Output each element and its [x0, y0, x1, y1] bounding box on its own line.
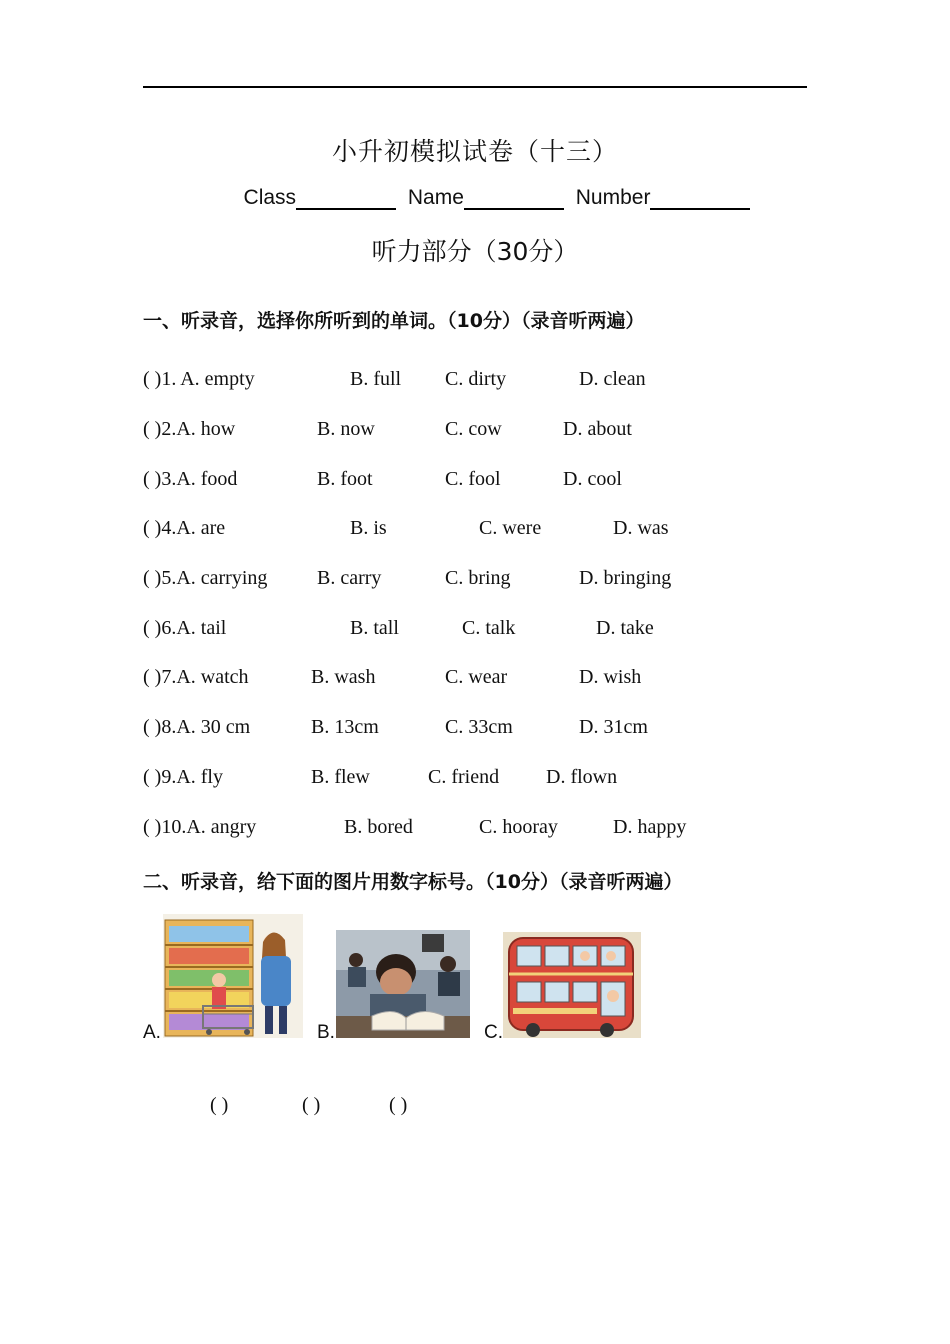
option-c: C. talk: [462, 617, 516, 639]
question-number-option-a: ( )2.A. how: [143, 418, 236, 440]
question-number-option-a: ( )6.A. tail: [143, 617, 227, 639]
option-c: C. fool: [445, 468, 501, 490]
number-label: Number: [575, 186, 651, 209]
number-blank[interactable]: [650, 188, 750, 210]
picture-b-label: B.: [317, 1022, 335, 1043]
option-c: C. dirty: [445, 368, 507, 390]
shopping-supermarket-picture: [163, 914, 303, 1038]
question-number-option-a: ( )4.A. are: [143, 517, 226, 539]
option-d: D. take: [596, 617, 654, 639]
option-d: D. clean: [579, 368, 646, 390]
option-b: B. 13cm: [311, 716, 379, 738]
option-b: B. now: [317, 418, 375, 440]
option-c: C. were: [479, 517, 542, 539]
option-c: C. 33cm: [445, 716, 513, 738]
question-number-option-a: ( )3.A. food: [143, 468, 238, 490]
class-blank[interactable]: [296, 188, 396, 210]
student-info-line: [0, 186, 950, 210]
question-number-option-a: ( )8.A. 30 cm: [143, 716, 251, 738]
option-c: C. hooray: [479, 816, 558, 838]
option-d: D. 31cm: [579, 716, 648, 738]
option-b: B. is: [350, 517, 387, 539]
option-b: B. wash: [311, 666, 376, 688]
question-number-option-a: ( )9.A. fly: [143, 766, 223, 788]
option-c: C. wear: [445, 666, 508, 688]
listening-subtitle: 听力部分（30分）: [371, 237, 579, 266]
answer-blank-c[interactable]: ( ): [389, 1094, 408, 1116]
option-b: B. bored: [344, 816, 413, 838]
red-bus-picture: [503, 932, 641, 1038]
option-b: B. flew: [311, 766, 370, 788]
page-title: 小升初模拟试卷（十三）: [331, 137, 618, 166]
option-b: B. full: [350, 368, 402, 390]
question-number-option-a: ( )5.A. carrying: [143, 567, 268, 589]
header-rule: [143, 86, 807, 88]
option-d: D. cool: [563, 468, 622, 490]
answer-blank-a[interactable]: ( ): [210, 1094, 229, 1116]
option-d: D. was: [613, 517, 669, 539]
option-d: D. flown: [546, 766, 618, 788]
name-label: Name: [407, 186, 464, 209]
question-number-option-a: ( )7.A. watch: [143, 666, 249, 688]
option-d: D. about: [563, 418, 632, 440]
picture-a-label: A.: [143, 1022, 161, 1043]
option-b: B. carry: [317, 567, 382, 589]
option-d: D. bringing: [579, 567, 672, 589]
name-blank[interactable]: [464, 188, 564, 210]
boy-reading-book-picture: [336, 930, 470, 1038]
picture-c-label: C.: [484, 1022, 503, 1043]
answer-blank-b[interactable]: ( ): [302, 1094, 321, 1116]
option-c: C. friend: [428, 766, 500, 788]
class-label: Class: [243, 186, 297, 209]
question-number-option-a: ( )1. A. empty: [143, 368, 255, 390]
option-c: C. bring: [445, 567, 511, 589]
question-number-option-a: ( )10.A. angry: [143, 816, 257, 838]
section2-heading: 二、听录音，给下面的图片用数字标号。（10分）（录音听两遍）: [143, 871, 683, 893]
option-d: D. wish: [579, 666, 642, 688]
section1-heading: 一、听录音，选择你所听到的单词。（10分）（录音听两遍）: [143, 310, 645, 332]
option-d: D. happy: [613, 816, 687, 838]
option-b: B. tall: [350, 617, 399, 639]
option-c: C. cow: [445, 418, 502, 440]
option-b: B. foot: [317, 468, 373, 490]
